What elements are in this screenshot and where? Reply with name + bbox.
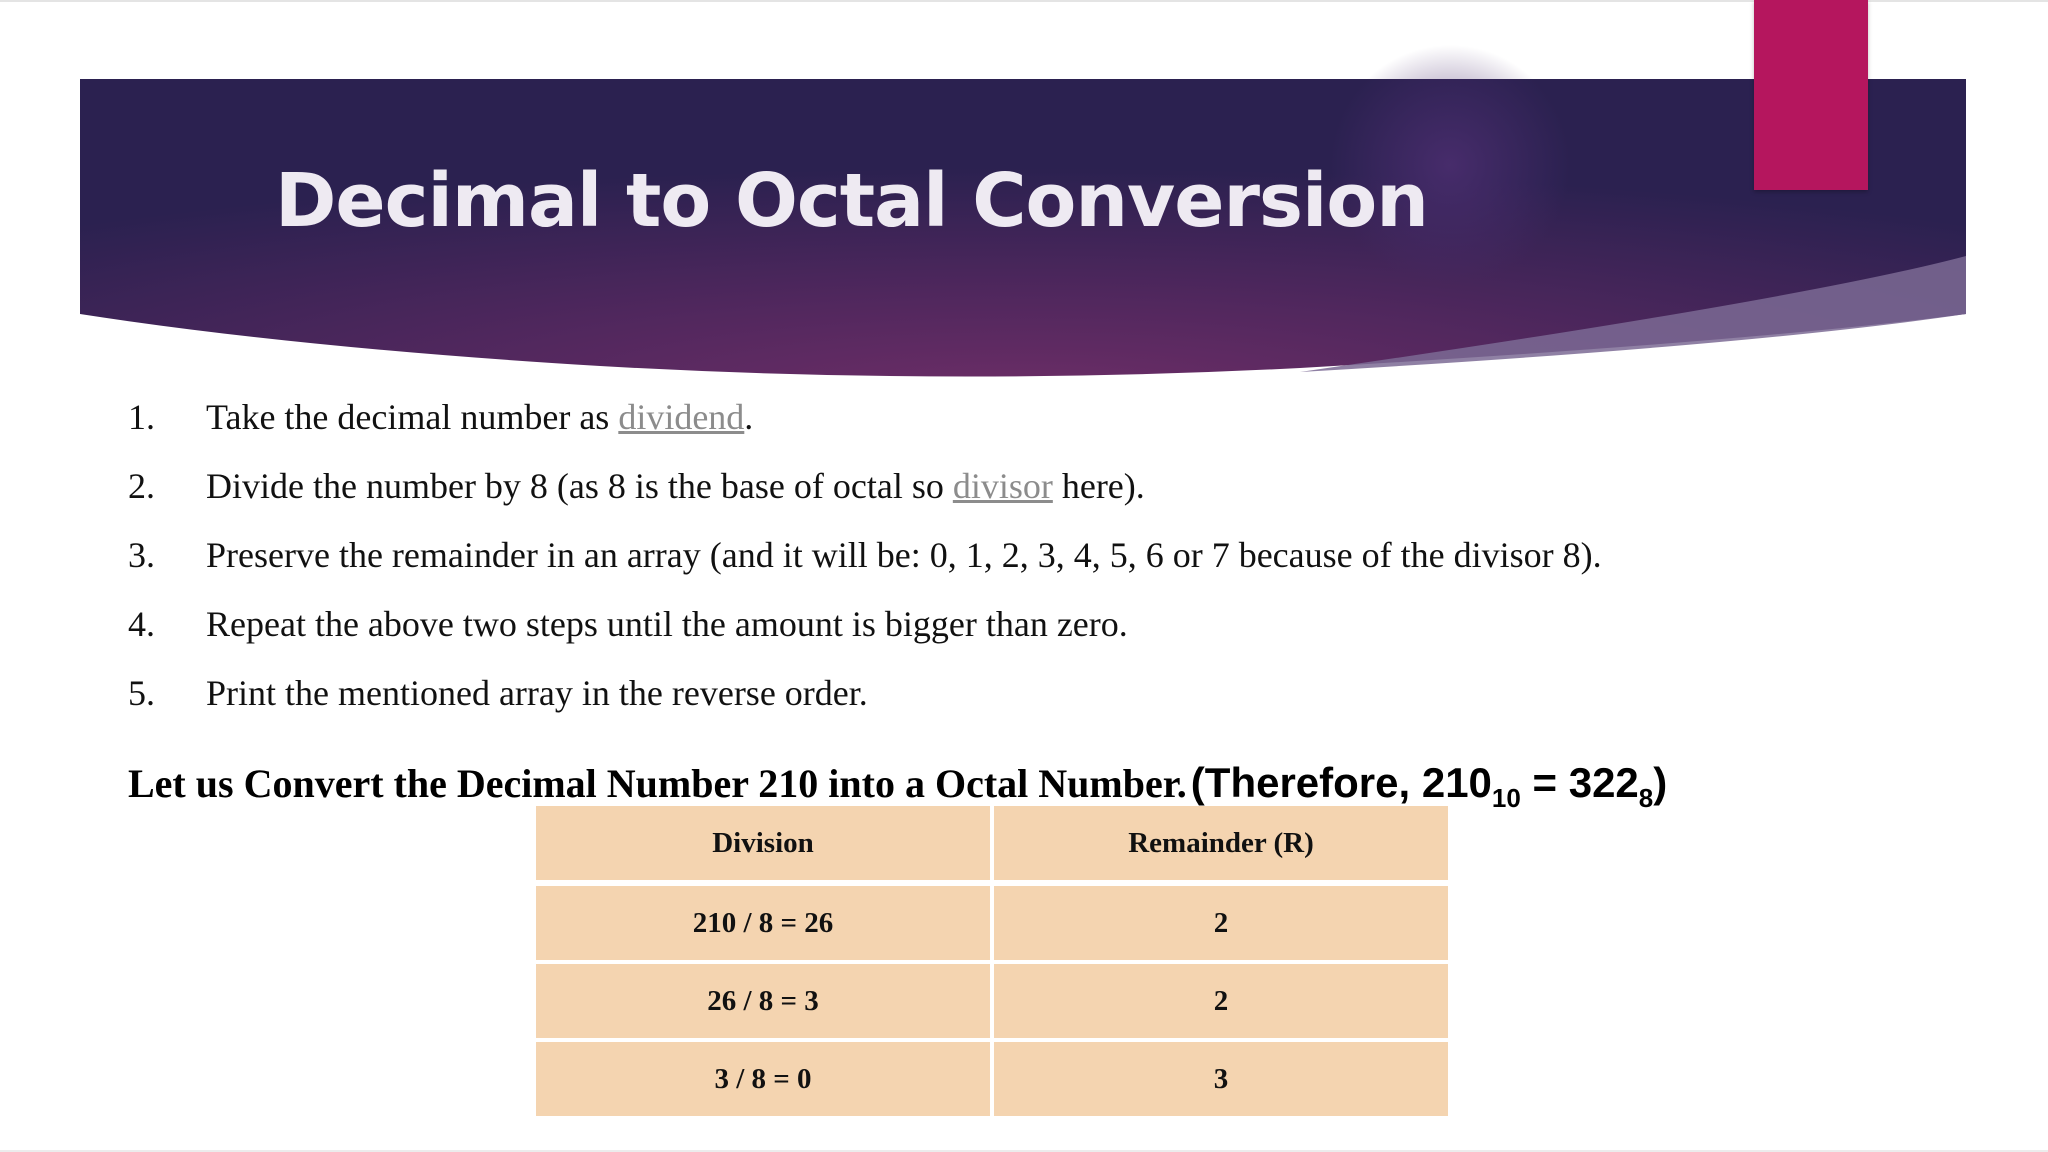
list-item <box>128 396 1602 465</box>
dividend-link[interactable]: dividend <box>618 397 745 437</box>
step-number: 4. <box>128 604 155 644</box>
step-text: Print the mentioned array in the reverse order. <box>206 673 868 713</box>
step-text: Divide the number by 8 (as 8 is the base of octal so divisor here). <box>206 466 1145 506</box>
table-row <box>536 883 1448 962</box>
step-number: 5. <box>128 673 155 713</box>
step-text: Repeat the above two steps until the amount is bigger than zero. <box>206 604 1128 644</box>
column-header-division: Division <box>536 806 992 883</box>
table-cell: 2 <box>992 883 1448 962</box>
step-text: Take the decimal number as dividend. <box>206 397 754 437</box>
table-cell: 26 / 8 = 3 <box>536 962 992 1040</box>
base-eight-subscript: 8 <box>1638 783 1654 813</box>
step-number: 3. <box>128 535 155 575</box>
column-header-remainder: Remainder (R) <box>992 806 1448 883</box>
slide-title: Decimal to Octal Conversion <box>275 158 1428 244</box>
table-cell: 3 / 8 = 0 <box>536 1040 992 1116</box>
accent-tab <box>1754 0 1868 190</box>
step-text: Preserve the remainder in an array (and it will be: 0, 1, 2, 3, 4, 5, 6 or 7 because of the divisor 8). <box>206 535 1602 575</box>
list-item <box>128 672 1602 741</box>
table-row <box>536 962 1448 1040</box>
list-item <box>128 603 1602 672</box>
table-cell: 2 <box>992 962 1448 1040</box>
step-number: 1. <box>128 397 155 437</box>
steps-list <box>128 396 1602 741</box>
table-cell: 210 / 8 = 26 <box>536 883 992 962</box>
example-heading-text: Let us Convert the Decimal Number 210 into a Octal Number. <box>128 761 1187 806</box>
list-item <box>128 534 1602 603</box>
divisor-link[interactable]: divisor <box>952 466 1053 506</box>
base-ten-subscript: 10 <box>1491 783 1521 813</box>
conversion-table <box>536 806 1448 1116</box>
table-cell: 3 <box>992 1040 1448 1116</box>
table-row <box>536 1040 1448 1116</box>
step-number: 2. <box>128 466 155 506</box>
list-item <box>128 465 1602 534</box>
table-header-row <box>536 806 1448 883</box>
example-result: (Therefore, $210_{10} = 322_8$) <box>1190 759 1668 813</box>
